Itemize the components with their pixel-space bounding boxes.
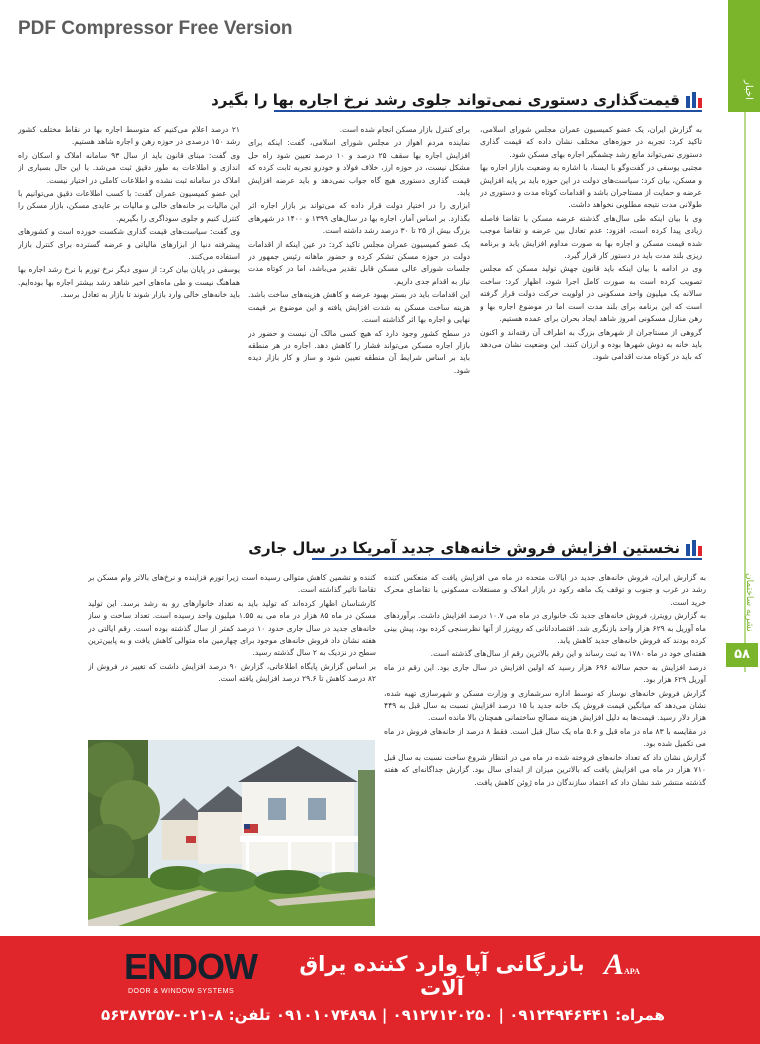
article1-col-right — [480, 124, 702, 528]
apa-logo — [604, 948, 640, 982]
article2-rule — [312, 558, 702, 560]
paragraph: به گزارش رویترز، فروش خانه‌های جدید تک خانواری در ماه می ۱۰.۷ درصد افزایش داشت. برآوردهای ماه آوریل به ۶۲۹ هزار واحد بازنگری شد. اقتصاددانانی که رویترز از آنها نظرسنجی کرده بود، پیش بینی کرده بودند که فروش خانه‌های جدید کاهش یابد. — [384, 611, 706, 646]
article2-col-right — [384, 572, 706, 928]
paragraph: گروهی از مستاجران از شهرهای بزرگ به اطراف آن رفته‌اند و اکنون باید خانه به دوش شهرها بوده و ارزان کنند. این وضعیت نشان می‌دهد که باید در کوتاه مدت اقدامی شود. — [480, 327, 702, 362]
article2-headline — [248, 536, 702, 560]
endow-logo — [124, 946, 274, 1002]
side-caption: نشریه ساختمان — [744, 573, 754, 632]
paragraph: وی گفت: سیاست‌های قیمت گذاری شکست خورده است و کشورهای پیشرفته دنیا از ابزارهای مالیاتی و عرضه گسترده برای کنترل بازار استفاده می‌کنند. — [18, 227, 240, 262]
chart-bars-icon — [686, 92, 702, 108]
paragraph: گزارش نشان داد که تعداد خانه‌های فروخته شده در ماه می در انتظار شروع ساخت نسبت به سال قبل ۷۱۰ هزار در ماه می افزایش یافت که بالاترین میزان از ابتدای سال بود. گزارش جداگانه‌ای که هفته گذشته منتشر شد نشان داد که اعتماد سازندگان در ماه ژوئن کاهش یافت. — [384, 752, 706, 787]
article1-headline — [211, 88, 702, 112]
chart-bars-icon — [686, 540, 702, 556]
watermark: PDF Compressor Free Version — [18, 18, 293, 39]
article1-col-left — [18, 124, 240, 528]
contact-phones: همراه: ۰۹۱۲۴۹۴۶۴۴۱ | ۰۹۱۲۷۱۲۰۲۵۰ | ۰۹۱۰۱۰۷۴۸۹۸ تلفن: ۸-۰۲۱-۵۶۳۸۷۲۵۷ — [101, 1006, 665, 1024]
paragraph: این عضو کمیسیون عمران گفت: با کسب اطلاعات دقیق می‌توانیم با این مالیات بر خانه‌های خالی و مالیات بر عایدی مسکن، بازار مسکن را کنترل کنیم و جلوی سوداگری را بگیریم. — [18, 189, 240, 223]
paragraph: کارشناسان اظهار کرده‌اند که تولید باید به تعداد خانوارهای رو به رشد برسد. این تولید مسکن در ماه ۸۵ هزار در ماه می به ۱.۵۵ میلیون واحد رسیده است. تعداد ساخت و ساز خانه‌های جدید در سال جاری حدود ۱۰ درصد کمتر از سال گذشته بوده است. رقم ایالتی در هفته نشان داد فروش خانه‌های موجود برای چهارمین ماه متوالی کاهش یافت و به پایین‌ترین سطح در نزدیک به ۲ سال گذشته رسید. — [88, 598, 376, 658]
paragraph: به گزارش ایران، یک عضو کمیسیون عمران مجلس شورای اسلامی، تاکید کرد: تجربه در حوزه‌های مختلف نشان داده که قیمت گذاری دستوری نمی‌تواند مانع رشد چشمگیر اجاره بهای مسکن شود. — [480, 125, 702, 159]
article1-title: قیمت‌گذاری دستوری نمی‌تواند جلوی رشد نرخ اجاره بها را بگیرد — [211, 91, 680, 109]
article2-col-left — [88, 572, 376, 732]
paragraph: هفته‌ای خود در ماه ۱۷۸۰ به ثبت رساند و این رقم بالاترین رقم از سال‌های گذشته است. — [430, 649, 706, 659]
apa-logo-letter: A — [604, 948, 625, 981]
article1-col-middle — [248, 124, 470, 528]
paragraph: گزارش فروش خانه‌های نوساز که توسط اداره سرشماری و وزارت مسکن و شهرسازی تهیه شده، نشان می‌دهد که میانگین قیمت فروش یک خانه جدید با ۱۵ درصد افزایش نسبت به سال قبل به ۴۴۹ هزار دلار رسید. قیمت‌ها به دلیل افزایش هزینه مصالح ساختمانی همچنان بالا مانده است. — [384, 688, 706, 723]
section-tab — [728, 0, 760, 112]
paragraph: در سطح کشور وجود دارد که هیچ کسی مالک آن نیست و حضور در بازار اجاره مسکن می‌تواند فشار را کاهش دهد. اجاره در هر منطقه باید بر اساس شرایط آن منطقه تعیین شود و ساز و کار بازار دیده شود. — [248, 328, 470, 375]
paragraph: ۲۱ درصد اعلام می‌کنیم که متوسط اجاره بها در نقاط مختلف کشور رشد ۱۵۰ درصدی در حوزه رهن و اجاره شاهد هستیم. — [18, 125, 240, 147]
paragraph: نماینده مردم اهواز در مجلس شورای اسلامی، گفت: اینکه برای افزایش اجاره بها سقف ۲۵ درصد و ۱۰ درصد تعیین شود راه حل مشکل نیست، در حوزه ارز، خلاف فولاد و خودرو تجربه ثابت کرده که قیمت گذاری دستوری هیچ گاه جواب نمی‌دهد و باید عرضه افزایش یابد. — [248, 138, 470, 198]
houses-photo — [88, 740, 375, 926]
paragraph: درصد افزایش به حجم سالانه ۶۹۶ هزار رسید که اولین افزایش در سال جاری بود. این رقم در ماه آوریل ۶۲۹ هزار بود. — [384, 662, 706, 685]
page-number: ۵۸ — [726, 643, 758, 667]
paragraph: وی با بیان اینکه طی سال‌های گذشته عرضه مسکن با تقاضا فاصله زیادی پیدا کرده است، افزود: عدم تعادل بین عرضه و تقاضا موجب شده قیمت مسکن و اجاره بها به صورت مداوم افزایش یابد و برنامه ریزی بلند مدت باید در دستور کار قرار گیرد. — [480, 213, 702, 261]
paragraph: یوسفی در پایان بیان کرد: از سوی دیگر نرخ تورم با نرخ رشد اجاره بها هماهنگ نیست و طی ماه‌های اخیر شاهد رشد بیشتر اجاره بها بوده‌ایم. باید خانه‌های خالی وارد بازار شوند تا بازار به تعادل برسد. — [18, 265, 240, 300]
section-tab-label: اخبار — [743, 80, 754, 100]
paragraph: ابزاری را در اختیار دولت قرار داده که می‌تواند بر بازار اجاره اثر بگذارد. بر اساس آمار، اجاره بها در سال‌های ۱۳۹۹ و ۱۴۰۰ در شهرهای بزرگ بیش از ۲۵ تا ۳۰ درصد رشد داشته است. — [248, 201, 470, 236]
ad-banner — [0, 936, 760, 1044]
paragraph: این اقدامات باید در بستر بهبود عرضه و کاهش هزینه‌های ساخت باشد. هزینه ساخت مسکن به شدت افزایش یافته و این موضوع بر قیمت نهایی و اجاره بها اثر گذاشته است. — [248, 290, 470, 325]
paragraph: بر اساس گزارش پایگاه اطلاعاتی، گزارش ۹۰ درصد افزایش داشت که تغییر در فروش از ۸۲ درصد کاهش تا ۲۹.۶ درصد افزایش یافته است. — [88, 661, 376, 684]
article1-rule — [274, 110, 702, 112]
article2-title: نخستین افزایش فروش خانه‌های جدید آمریکا در سال جاری — [248, 539, 680, 557]
company-name: بازرگانی آپا وارد کننده یراق آلات — [299, 952, 585, 1000]
paragraph: کننده و تشمین کاهش متوالی رسیده است زیرا تورم فزاینده و نرخ‌های بالاتر وام مسکن بر تقاضا تاثیر گذاشته است. — [88, 573, 376, 595]
brand-name: ENDOW — [124, 946, 257, 987]
paragraph: وی در ادامه با بیان اینکه باید قانون جهش تولید مسکن که مجلس تصویب کرده است به صورت کامل اجرا شود، اظهار کرد: ساخت سالانه یک میلیون واحد مسکونی در اولویت حرکت دولت قرار گرفته است که این برنامه برای بلند مدت است اما در موضوع اجاره بها و رهن منازل مسکونی امروز شاهد ایجاد بحران برای عمده هستیم. — [480, 264, 702, 324]
paragraph: برای کنترل بازار مسکن انجام شده است. — [339, 125, 470, 134]
paragraph: مجتبی یوسفی در گفت‌وگو با ایسنا، با اشاره به وضعیت بازار اجاره بها و مسکن، بیان کرد: سیاست‌های دولت در این حوزه باید بر پایه افزایش عرضه و حمایت از مستاجران باشد و اقدامات کوتاه مدت و دستوری در طولانی مدت نتیجه مطلوبی نخواهد داشت. — [480, 163, 702, 210]
brand-tagline: DOOR & WINDOW SYSTEMS — [128, 988, 235, 995]
paragraph: به گزارش ایران، فروش خانه‌های جدید در ایالات متحده در ماه می افزایش یافت که منعکس کننده رشد در غرب و جنوب و توقف یک ماهه رکود در بازار املاک و مستغلات مسکونی با تقاضای محرک خرید است. — [384, 573, 706, 607]
apa-logo-small: APA — [624, 967, 640, 976]
paragraph: یک عضو کمیسیون عمران مجلس تاکید کرد: در عین اینکه از اقدامات دولت در حوزه مسکن تشکر کرده و حضور ماهانه رئیس جمهور در جلسات شورای عالی مسکن قابل تقدیر می‌باشد، اما در کوتاه مدت نیاز به اقدام جدی داریم. — [248, 239, 470, 286]
paragraph: وی گفت: مبنای قانون باید از سال ۹۳ سامانه املاک و اسکان راه اندازی و اطلاعات به طور دقیق ثبت می‌شد. با این حال بسیاری از املاک در سامانه ثبت نشده و اطلاعات کاملی در اختیار نیست. — [18, 150, 240, 185]
paragraph: در مقایسه با ۸۳ ماه در ماه قبل و ۵.۶ ماه یک سال قبل است. فقط ۸ درصد از خانه‌های فروش در ماه می تکمیل شده بود. — [384, 726, 706, 749]
